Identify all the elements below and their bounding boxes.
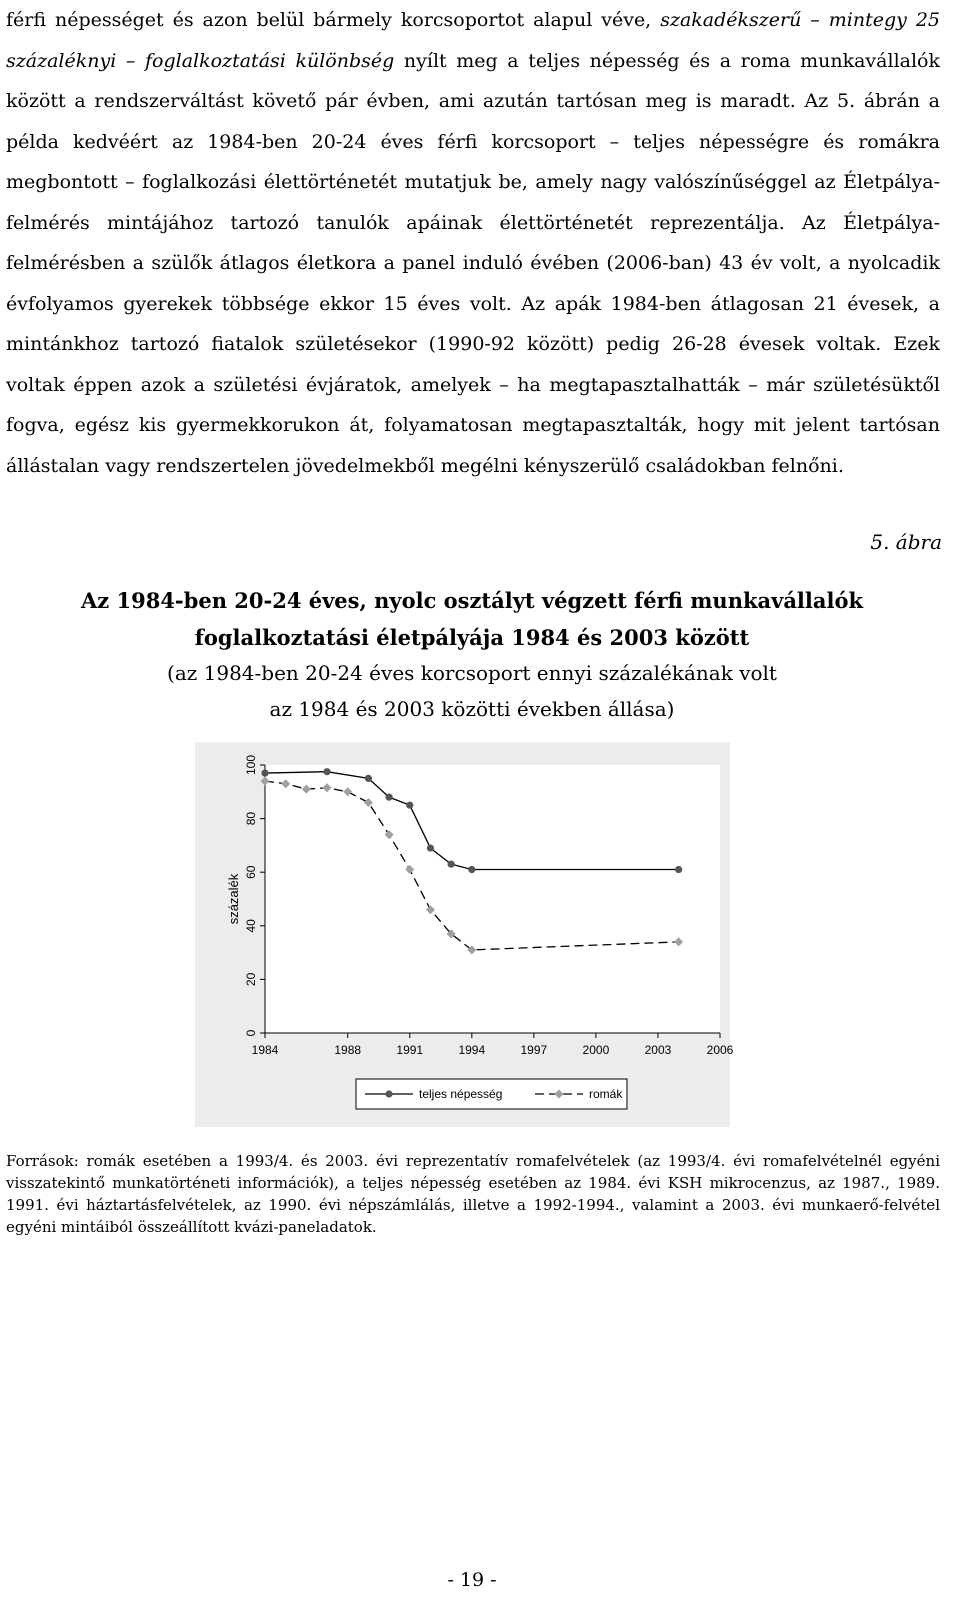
body-text-emphasis: szakadékszerű – mintegy 25 százaléknyi – foglalkoztatási különbség (6, 9, 940, 72)
page-number: - 19 - (447, 1569, 497, 1591)
x-tick-label: 2000 (582, 1043, 610, 1057)
data-point-teljes-népesség (261, 769, 268, 776)
y-tick-label: 40 (244, 919, 258, 933)
chart-legend (356, 1079, 627, 1109)
employment-line-chart (195, 742, 734, 1127)
data-point-teljes-népesség (675, 866, 682, 873)
figure-title-line-1: Az 1984-ben 20-24 éves, nyolc osztályt végzett férfi munkavállalók (80, 588, 864, 613)
y-tick-label: 60 (244, 865, 258, 879)
x-tick-label: 1984 (251, 1043, 279, 1057)
legend-label-teljes-népesség: teljes népesség (419, 1087, 503, 1101)
data-point-teljes-népesség (406, 802, 413, 809)
data-point-teljes-népesség (365, 775, 372, 782)
x-tick-label: 1997 (520, 1043, 548, 1057)
data-point-teljes-népesség (468, 866, 475, 873)
y-tick-label: 20 (244, 972, 258, 987)
body-paragraph (6, 0, 940, 486)
figure-label: 5. ábra (870, 530, 942, 554)
figure-subtitle-line-2: az 1984 és 2003 közötti években állása) (269, 697, 675, 721)
y-tick-label: 80 (244, 811, 258, 826)
data-point-teljes-népesség (385, 794, 392, 801)
data-point-teljes-népesség (448, 861, 455, 868)
y-tick-label: 0 (244, 1029, 258, 1037)
data-point-teljes-népesség (427, 844, 434, 851)
plot-area (265, 765, 720, 1033)
x-tick-label: 2006 (706, 1043, 734, 1057)
legend-marker-teljes-népesség (385, 1090, 392, 1097)
data-point-teljes-népesség (323, 768, 330, 775)
figure-title-line-2: foglalkoztatási életpályája 1984 és 2003 között (194, 625, 750, 650)
body-text-part-1: férfi népességet és azon belül bármely korcsoportot alapul véve, (6, 9, 661, 31)
body-text-part-2: nyílt meg a teljes népesség és a roma munkavállalók között a rendszerváltást követő pár évben, ami azután tartósan meg is maradt. Az 5. ábrán a példa kedvéért az 1984-ben 20-24 éves férfi korcsoport – teljes népességre és romákra megbontott – foglalkozási élettörténetét mutatjuk be, amely nagy valószínűséggel az Életpálya-felmérés mintájához tartozó tanulók apáinak élettörténetét reprezentálja. Az Életpálya-felmérésben a szülők átlagos életkora a panel induló évében (2006-ban) 43 év volt, a nyolcadik évfolyamos gyerekek többsége ekkor 15 éves volt. Az apák 1984-ben átlagosan 21 évesek, a mintánkhoz tartozó fiatalok születésekor (1990-92 között) pedig 26-28 évesek voltak. Ezek voltak éppen azok a születési évjáratok, amelyek – ha megtapasztalhatták – már születésüktől fogva, egész kis gyermekkorukon át, folyamatosan megtapasztalták, hogy mit jelent tartósan állástalan vagy rendszertelen jövedelmekből megélni kényszerülő családokban felnőni. (6, 49, 940, 477)
x-tick-label: 1991 (396, 1043, 424, 1057)
x-tick-label: 2003 (644, 1043, 672, 1057)
y-axis-label: százalék (226, 873, 241, 925)
source-note: Források: romák esetében a 1993/4. és 2003. évi reprezentatív romafelvételek (az 1993/4. évi romafelvételnél egyéni visszatekintő munkatörténeti információk), a teljes népesség esetében az 1984. évi KSH mikrocenzus, az 1987., 1989. 1991. évi háztartásfelvételek, az 1990. évi népszámlálás, illetve a 1992-1994., valamint a 2003. évi munkaerő-felvétel egyéni mintáiból összeállított kvázi-paneladatok. (6, 1152, 940, 1236)
x-tick-label: 1988 (334, 1043, 362, 1057)
figure-subtitle-line-1: (az 1984-ben 20-24 éves korcsoport ennyi százalékának volt (167, 661, 777, 685)
legend-label-romák: romák (589, 1087, 623, 1101)
x-tick-label: 1994 (458, 1043, 486, 1057)
y-tick-label: 100 (244, 754, 258, 776)
